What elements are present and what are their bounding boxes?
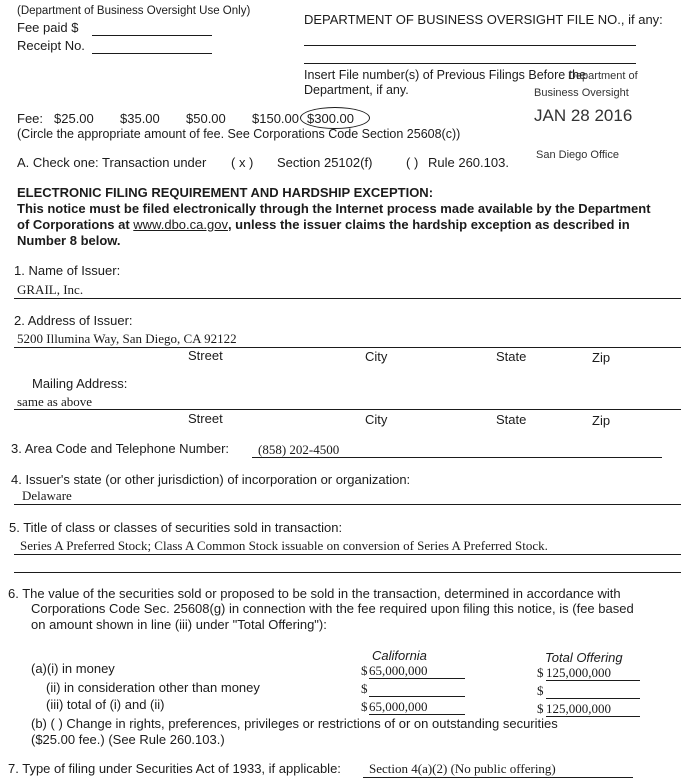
securities-value-text-2: Corporations Code Sec. 25608(g) in connection with the fee required upon filing this notice, is (fee based xyxy=(31,601,634,616)
incorporation-state-value[interactable]: Delaware xyxy=(22,488,72,503)
securities-title-line-1 xyxy=(14,554,681,555)
file-no-divider xyxy=(304,63,636,64)
issuer-name-label: 1. Name of Issuer: xyxy=(14,263,121,278)
issuer-address-label: 2. Address of Issuer: xyxy=(14,313,133,328)
total-california-value[interactable]: 65,000,000 xyxy=(369,699,428,714)
check-one-label: A. Check one: Transaction under xyxy=(17,155,207,170)
address-street-caption: Street xyxy=(188,348,223,363)
electronic-filing-line2-pre: of Corporations at xyxy=(17,217,134,232)
electronic-filing-line3: Number 8 below. xyxy=(17,233,121,248)
row-total-label: (iii) total of (i) and (ii) xyxy=(46,697,165,712)
incorporation-state-label: 4. Issuer's state (or other jurisdiction) of incorporation or organization: xyxy=(11,472,411,487)
fee-label: Fee: xyxy=(17,111,44,126)
insert-file-text-2: Department, if any. xyxy=(304,83,409,97)
issuer-address-value[interactable]: 5200 Illumina Way, San Diego, CA 92122 xyxy=(17,331,237,346)
address-zip-caption: Zip xyxy=(592,350,611,365)
address-city-caption: City xyxy=(365,349,388,364)
dbo-website-link[interactable]: www.dbo.ca.gov xyxy=(133,217,228,232)
file-no-label: DEPARTMENT OF BUSINESS OVERSIGHT FILE NO., if any: xyxy=(304,12,663,27)
row-in-money-label: (a)(i) in money xyxy=(31,661,115,676)
fee-option-150[interactable]: $150.00 xyxy=(252,111,299,126)
fee-option-35[interactable]: $35.00 xyxy=(120,111,160,126)
issuer-address-line xyxy=(14,347,681,348)
mailing-address-line xyxy=(14,409,681,410)
fee-option-300[interactable]: $300.00 xyxy=(307,111,354,126)
receipt-no-label: Receipt No. xyxy=(17,38,85,53)
filing-type-value[interactable]: Section 4(a)(2) (No public offering) xyxy=(369,761,556,776)
filing-type-line xyxy=(363,777,633,778)
total-offering-dollar: $ xyxy=(537,701,544,716)
total-offering-line xyxy=(546,716,640,717)
in-money-total-line xyxy=(546,680,640,681)
other-consideration-california-field[interactable] xyxy=(369,696,465,697)
telephone-value[interactable]: (858) 202-4500 xyxy=(258,442,340,457)
row-other-consideration-label: (ii) in consideration other than money xyxy=(46,680,260,695)
check-260103-label: Rule 260.103. xyxy=(428,155,509,170)
in-money-ca-dollar: $ xyxy=(361,663,368,678)
in-money-california-line xyxy=(369,678,465,679)
issuer-name-value[interactable]: GRAIL, Inc. xyxy=(17,282,84,297)
received-stamp-date: JAN 28 2016 xyxy=(534,106,633,125)
securities-title-value[interactable]: Series A Preferred Stock; Class A Common Stock issuable on conversion of Series A Preferred Stock. xyxy=(20,538,548,553)
check-25102f-box[interactable]: ( x ) xyxy=(231,155,254,170)
fee-paid-field[interactable] xyxy=(92,35,212,36)
in-money-total-value[interactable]: 125,000,000 xyxy=(546,665,611,680)
telephone-line xyxy=(252,457,662,458)
electronic-filing-heading: ELECTRONIC FILING REQUIREMENT AND HARDSHIP EXCEPTION: xyxy=(17,185,434,200)
in-money-total-dollar: $ xyxy=(537,665,544,680)
change-in-rights-text-1[interactable]: (b) ( ) Change in rights, preferences, privileges or restrictions of or on outstanding securities xyxy=(31,716,558,731)
other-consideration-ca-dollar: $ xyxy=(361,681,368,696)
fee-paid-label: Fee paid $ xyxy=(17,20,79,35)
fee-option-50[interactable]: $50.00 xyxy=(186,111,226,126)
mailing-state-caption: State xyxy=(496,412,527,427)
electronic-filing-line2-post: , unless the issuer claims the hardship exception as described in xyxy=(227,217,630,232)
total-offering-value[interactable]: 125,000,000 xyxy=(546,701,611,716)
insert-file-text-1: Insert File number(s) of Previous Filings Before the xyxy=(304,68,587,82)
total-california-line xyxy=(369,714,465,715)
col-total-offering-header: Total Offering xyxy=(545,650,623,665)
electronic-filing-line2 xyxy=(17,217,630,232)
mailing-city-caption: City xyxy=(365,412,388,427)
receipt-no-field[interactable] xyxy=(92,53,212,54)
other-consideration-total-dollar: $ xyxy=(537,683,544,698)
col-california-header: California xyxy=(372,648,427,663)
received-stamp-line1: Department of xyxy=(568,70,638,82)
electronic-filing-line1: This notice must be filed electronically through the Internet process made available by the Department xyxy=(17,201,651,216)
file-no-field[interactable] xyxy=(304,45,636,46)
check-260103-box[interactable]: ( ) xyxy=(406,155,419,170)
in-money-california-value[interactable]: 65,000,000 xyxy=(369,663,428,678)
mailing-address-value[interactable]: same as above xyxy=(17,394,93,409)
securities-title-label: 5. Title of class or classes of securities sold in transaction: xyxy=(9,520,343,535)
other-consideration-total-field[interactable] xyxy=(546,698,640,699)
telephone-label: 3. Area Code and Telephone Number: xyxy=(11,441,230,456)
filing-type-label: 7. Type of filing under Securities Act of 1933, if applicable: xyxy=(8,761,341,776)
check-25102f-label: Section 25102(f) xyxy=(277,155,373,170)
mailing-zip-caption: Zip xyxy=(592,413,611,428)
mailing-address-label: Mailing Address: xyxy=(32,376,128,391)
received-stamp-office: San Diego Office xyxy=(536,149,619,161)
dept-use-only-label: (Department of Business Oversight Use Only) xyxy=(17,5,251,17)
incorporation-state-line xyxy=(14,504,681,505)
mailing-street-caption: Street xyxy=(188,411,223,426)
received-stamp-line2: Business Oversight xyxy=(534,87,629,99)
securities-title-line-2 xyxy=(14,572,681,573)
fee-option-25[interactable]: $25.00 xyxy=(54,111,94,126)
fee-note: (Circle the appropriate amount of fee. See Corporations Code Section 25608(c)) xyxy=(17,127,461,141)
securities-value-text-1: 6. The value of the securities sold or proposed to be sold in the transaction, determined in accordance with xyxy=(8,586,621,601)
fee-circle-mark xyxy=(300,107,370,129)
change-in-rights-text-2: ($25.00 fee.) (See Rule 260.103.) xyxy=(31,732,225,747)
securities-value-text-3: on amount shown in line (iii) under "Total Offering"): xyxy=(31,617,327,632)
issuer-name-line xyxy=(14,298,681,299)
total-ca-dollar: $ xyxy=(361,699,368,714)
address-state-caption: State xyxy=(496,349,527,364)
